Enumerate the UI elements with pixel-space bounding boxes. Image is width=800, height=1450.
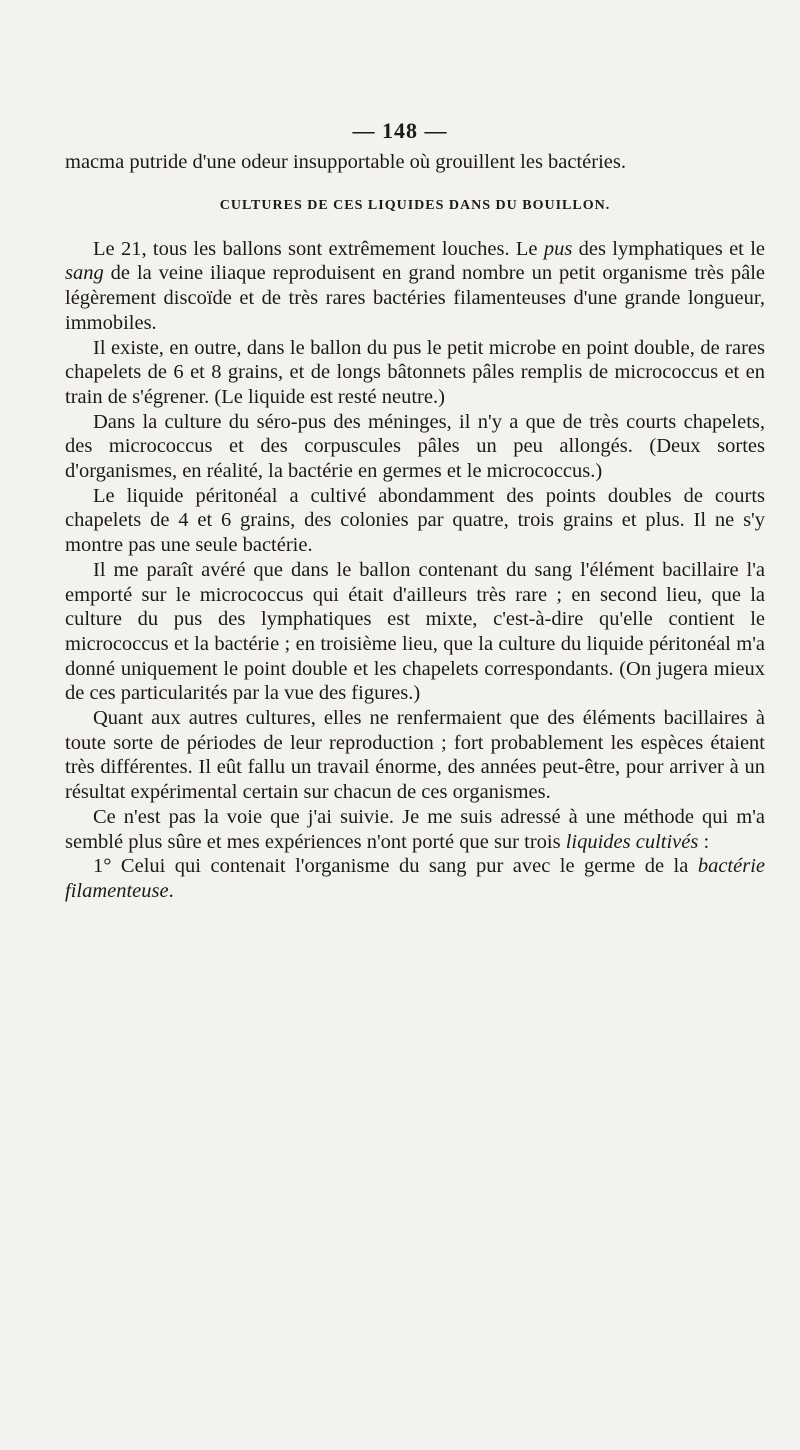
paragraph-8-text-b: . — [168, 879, 174, 902]
paragraph-2: Il existe, en outre, dans le ballon du pus le petit microbe en point double, de rares chapelets de 6 et 8 grains, et de longs bâtonnets pâles remplis de micrococcus et en train de s'égrener. (Le liquide est resté neutre.) — [65, 336, 765, 408]
paragraph-1-text-a: Le 21, tous les ballons sont extrêmement louches. Le — [93, 237, 544, 260]
paragraph-7-italic: liquides cultivés — [565, 830, 699, 853]
section-heading: CULTURES DE CES LIQUIDES DANS DU BOUILLON. — [219, 197, 611, 213]
paragraph-1-italic-pus: pus — [543, 237, 573, 260]
paragraph-7-text-b: : — [698, 830, 710, 853]
paragraph-1-text-c: de la veine iliaque reproduisent en grand nombre un petit organisme très pâle légèrement discoïde et de très rares bactéries filamenteuses d'une grande longueur, immobiles. — [65, 262, 765, 334]
paragraph-6: Quant aux autres cultures, elles ne renfermaient que des éléments bacillaires à toute sorte de périodes de leur reproduction ; fort probablement les espèces étaient très différentes. Il eût fallu un travail énorme, des années peut-être, pour arriver à un résultat expérimental certain sur chacun de ces organismes. — [65, 707, 765, 804]
paragraph-7-text-a: Ce n'est pas la voie que j'ai suivie. Je me suis adressé à une méthode qui m'a semblé plus sûre et mes expériences n'ont porté que sur trois — [65, 805, 765, 853]
paragraph-1 — [65, 237, 765, 336]
paragraph-4: Le liquide péritonéal a cultivé abondamment des points doubles de courts chapelets de 4 et 6 grains, des colonies par quatre, trois grains et plus. Il ne s'y montre pas une seule bactérie. — [65, 484, 765, 557]
paragraph-1-text-b: des lymphatiques et le — [572, 237, 765, 260]
paragraph-5: Il me paraît avéré que dans le ballon contenant du sang l'élément bacillaire l'a emporté sur le micrococcus qui était d'ailleurs très rare ; en second lieu, que la culture du pus des lymphatiques est mixte, c'est-à-dire qu'elle contient le micrococcus et la bactérie ; en troisième lieu, que la culture du liquide péritonéal m'a donné uniquement le point double et les chapelets correspondants. (On jugera mieux de ces particularités par la vue des figures.) — [65, 558, 765, 705]
page-number: — 148 — — [352, 118, 448, 143]
paragraph-3: Dans la culture du séro-pus des méninges, il n'y a que de très courts chapelets, des micrococcus et des corpuscules pâles un peu allongés. (Deux sortes d'organismes, en réalité, la bactérie en germes et le micrococcus.) — [65, 410, 765, 483]
body-text — [65, 150, 765, 904]
paragraph-8-italic: bactérie filamenteuse — [65, 855, 765, 902]
paragraph-7 — [65, 805, 765, 854]
paragraph-1-italic-sang: sang — [65, 262, 104, 285]
paragraph-8 — [65, 854, 765, 903]
opening-paragraph: macma putride d'une odeur insupportable où grouillent les bactéries. — [65, 151, 627, 173]
paragraph-8-text-a: 1° Celui qui contenait l'organisme du sang pur avec le germe de la — [93, 855, 698, 878]
